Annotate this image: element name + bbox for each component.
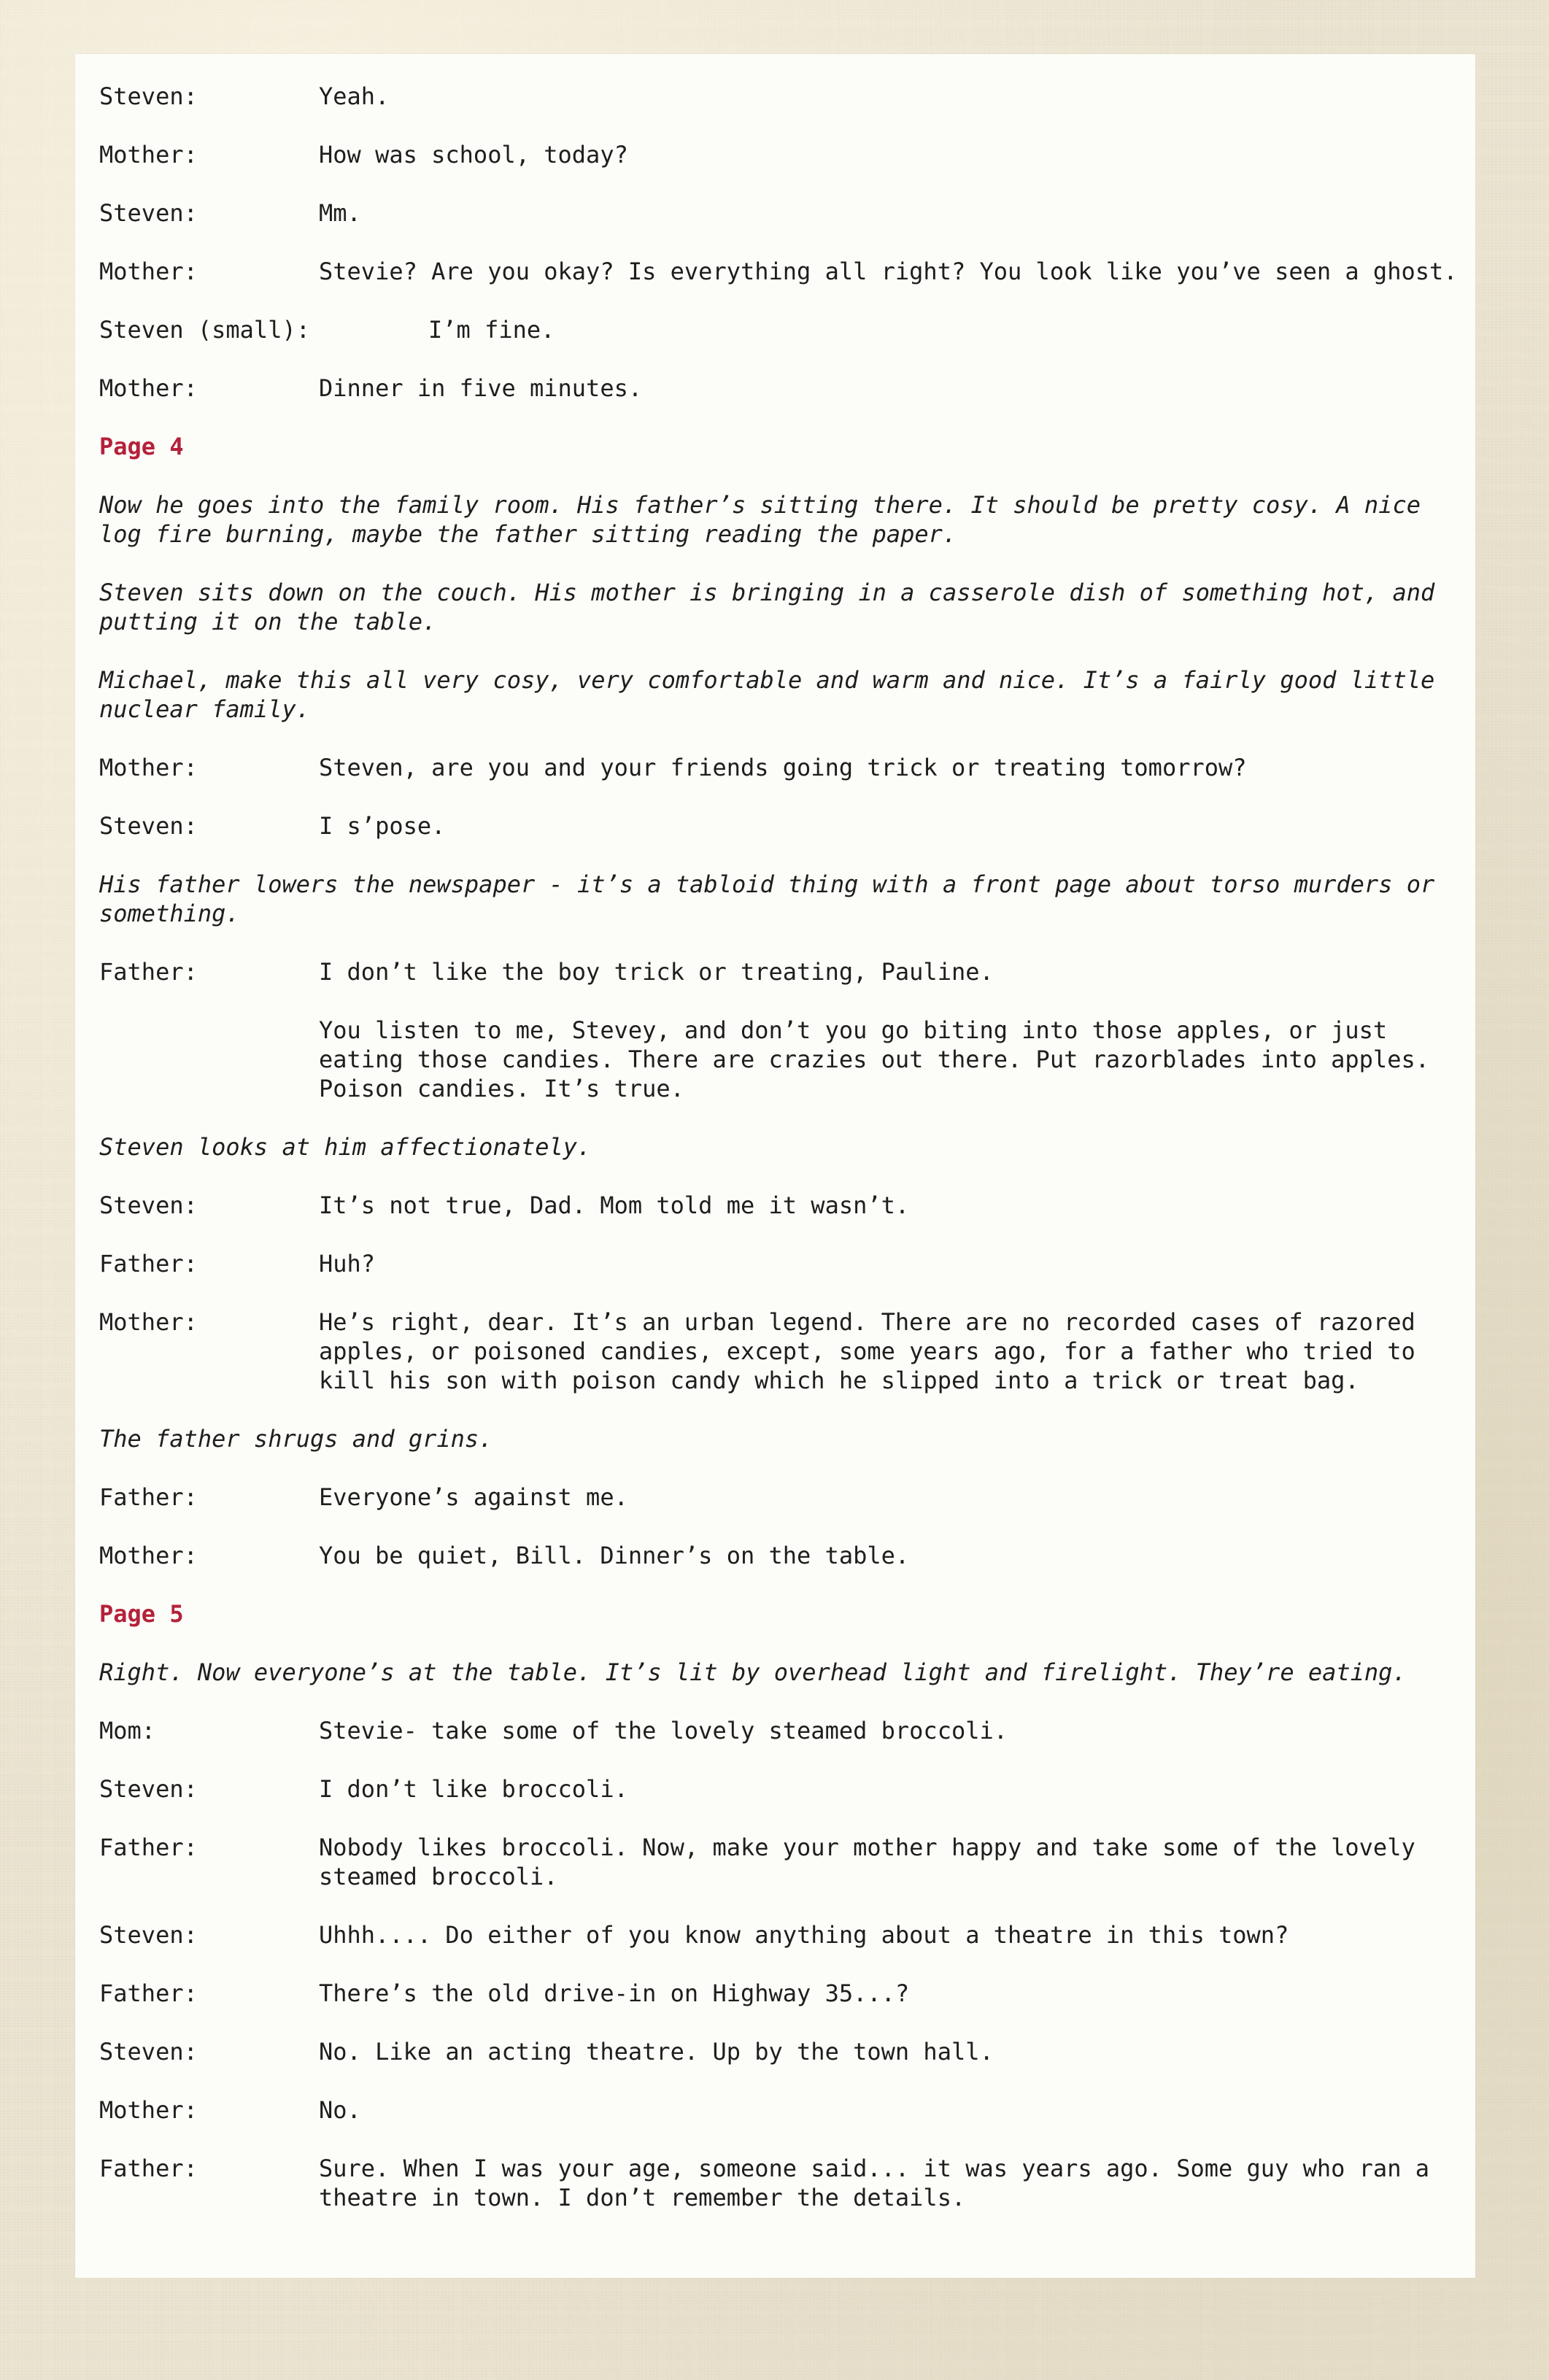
dialogue-line bbox=[99, 1920, 1464, 1950]
dialogue-line bbox=[99, 1716, 1464, 1745]
dialogue-text: Nobody likes broccoli. Now, make your mother happy and take some of the lovely steamed broccoli. bbox=[319, 1834, 1415, 1890]
speaker-name: Father: bbox=[99, 1483, 198, 1511]
action-description: Right. Now everyone’s at the table. It’s lit by overhead light and firelight. They’re eating. bbox=[99, 1658, 1407, 1686]
speaker-name: Father: bbox=[99, 1250, 198, 1278]
dialogue-line bbox=[99, 374, 1464, 403]
dialogue-text: You be quiet, Bill. Dinner’s on the table. bbox=[319, 1542, 910, 1569]
dialogue-line bbox=[99, 1979, 1464, 2008]
speaker-name: Father: bbox=[99, 958, 198, 986]
page-heading: Page 4 bbox=[99, 433, 184, 460]
dialogue-line bbox=[99, 315, 1464, 344]
speaker-name: Mother: bbox=[99, 374, 198, 402]
dialogue-line bbox=[99, 1307, 1464, 1395]
dialogue-line bbox=[99, 1191, 1464, 1220]
dialogue-text: I don’t like broccoli. bbox=[319, 1775, 628, 1803]
speaker-name: Father: bbox=[99, 2155, 198, 2182]
speaker-name: Steven: bbox=[99, 1191, 198, 1219]
dialogue-text: Mm. bbox=[319, 199, 361, 227]
dialogue-text: I s’pose. bbox=[319, 812, 446, 840]
speaker-name: Mother: bbox=[99, 258, 198, 285]
dialogue-line bbox=[99, 811, 1464, 841]
action-description: Now he goes into the family room. His father’s sitting there. It should be pretty cosy. A nice log fire burning, maybe the father sitting reading the paper. bbox=[99, 491, 1421, 548]
dialogue-line bbox=[99, 257, 1464, 286]
dialogue-line bbox=[99, 1541, 1464, 1570]
dialogue-text: Stevie- take some of the lovely steamed broccoli. bbox=[319, 1717, 1008, 1745]
dialogue-text: He’s right, dear. It’s an urban legend. There are no recorded cases of razored apples, or poisoned candies, except, some years ago, for a father who tried to kill his son with poison candy which he slipped into a trick or treat bag. bbox=[319, 1308, 1415, 1394]
action-description: Steven sits down on the couch. His mother is bringing in a casserole dish of something hot, and putting it on the table. bbox=[99, 579, 1435, 635]
dialogue-text: Sure. When I was your age, someone said... it was years ago. Some guy who ran a theatre in town. I don’t remember the details. bbox=[319, 2155, 1429, 2211]
dialogue-text: It’s not true, Dad. Mom told me it wasn’t. bbox=[319, 1191, 910, 1219]
dialogue-line bbox=[99, 1483, 1464, 1512]
dialogue-line bbox=[99, 2154, 1464, 2212]
dialogue-text: Stevie? Are you okay? Is everything all right? You look like you’ve seen a ghost. bbox=[319, 258, 1458, 285]
dialogue-line bbox=[99, 1249, 1464, 1278]
dialogue-text: I don’t like the boy trick or treating, Pauline. bbox=[319, 958, 994, 986]
dialogue-text: No. bbox=[319, 2096, 361, 2124]
action-description: His father lowers the newspaper - it’s a tabloid thing with a front page about torso murders or something. bbox=[99, 870, 1435, 927]
dialogue-line bbox=[99, 82, 1464, 111]
dialogue-text: Everyone’s against me. bbox=[319, 1483, 628, 1511]
dialogue-text: Huh? bbox=[319, 1250, 376, 1278]
action-description: Michael, make this all very cosy, very comfortable and warm and nice. It’s a fairly good little nuclear family. bbox=[99, 666, 1435, 723]
dialogue-text: Uhhh.... Do either of you know anything about a theatre in this town? bbox=[319, 1921, 1289, 1949]
speaker-name: Steven: bbox=[99, 1775, 198, 1803]
dialogue-line bbox=[99, 2037, 1464, 2066]
speaker-name: Mom: bbox=[99, 1717, 156, 1745]
speaker-name: Mother: bbox=[99, 754, 198, 781]
dialogue-text: Steven, are you and your friends going trick or treating tomorrow? bbox=[319, 754, 1247, 781]
dialogue-line bbox=[99, 753, 1464, 782]
speaker-name: Mother: bbox=[99, 1542, 198, 1569]
dialogue-line bbox=[99, 198, 1464, 228]
speaker-name: Father: bbox=[99, 1834, 198, 1861]
script-content bbox=[99, 82, 1464, 2241]
dialogue-line bbox=[99, 1774, 1464, 1804]
speaker-name: Steven (small): bbox=[99, 316, 310, 344]
speaker-name: Father: bbox=[99, 1979, 198, 2007]
dialogue-text: Dinner in five minutes. bbox=[319, 374, 643, 402]
page-heading: Page 5 bbox=[99, 1600, 184, 1628]
dialogue-text: Yeah. bbox=[319, 82, 390, 110]
action-description: The father shrugs and grins. bbox=[99, 1425, 493, 1453]
dialogue-line bbox=[99, 2095, 1464, 2125]
dialogue-text: There’s the old drive-in on Highway 35...? bbox=[319, 1979, 910, 2007]
speaker-name: Steven: bbox=[99, 82, 198, 110]
dialogue-text: I’m fine. bbox=[428, 316, 555, 344]
dialogue-line bbox=[99, 957, 1464, 986]
script-page bbox=[75, 54, 1475, 2278]
speaker-name: Steven: bbox=[99, 812, 198, 840]
dialogue-line bbox=[99, 1833, 1464, 1891]
speaker-name: Mother: bbox=[99, 2096, 198, 2124]
dialogue-text: You listen to me, Stevey, and don’t you go biting into those apples, or just eating those candies. There are crazies out there. Put razorblades into apples. Poison candies. It’s true. bbox=[319, 1016, 1429, 1102]
speaker-name: Steven: bbox=[99, 1921, 198, 1949]
speaker-name: Mother: bbox=[99, 1308, 198, 1336]
dialogue-continuation bbox=[99, 1016, 1464, 1103]
dialogue-text: No. Like an acting theatre. Up by the town hall. bbox=[319, 2038, 994, 2066]
dialogue-line bbox=[99, 140, 1464, 169]
dialogue-text: How was school, today? bbox=[319, 141, 628, 169]
speaker-name: Mother: bbox=[99, 141, 198, 169]
speaker-name: Steven: bbox=[99, 199, 198, 227]
speaker-name: Steven: bbox=[99, 2038, 198, 2066]
action-description: Steven looks at him affectionately. bbox=[99, 1133, 592, 1161]
